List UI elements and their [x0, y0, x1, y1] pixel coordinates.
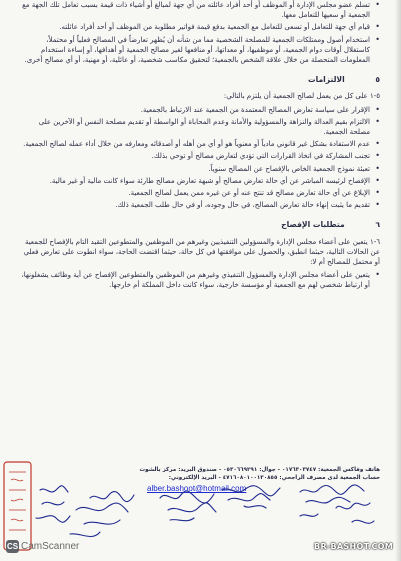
- section-6-paragraph: ٦-١ يتعين على أعضاء مجلس الإدارة والمسؤولين التنفيذيين وغيرهم من الموظفين والمتطوعين التقيد التام بالإفصاح للجمعية عن الحالات التالية، حيثما انطبق، والحصول على موافقتها في كل حالة، حيثما اقتضت الحاجة، سواء انطوت على تعارض فعلي أو محتمل للمصالح أم لا:: [23, 237, 380, 267]
- site-watermark: BR-BASHOT.COM: [314, 542, 393, 551]
- email-link[interactable]: alber.bashoot@hotmail.com: [147, 484, 247, 493]
- section-5-heading: [18, 75, 380, 85]
- top-bullet-3: • استخدام أصول وممتلكات الجمعية للمصلحة الشخصية مما من شأنه أن يُظهر تعارضاً في المصالح فعلياً أو محتملاً، كاستغلال أوقات دوام الجمعية، أو موظفيها، أو معداتها، أو منافعها لغير مصالح الجمعية أو أهدافها، أو إساءة استخدام المعلومات المتحصلة من خلال علاقة الشخص بالجمعية؛ لتحقيق مكاسب شخصية، أو عائلية، أو مهنية، أو أي مصالح أخرى.: [18, 35, 380, 66]
- section-5-bullet-1: • الإقرار على سياسة تعارض المصالح المعتمدة من الجمعية عند الارتباط بالجمعية.: [18, 105, 380, 115]
- section-6-title: متطلبات الإفصاح: [281, 220, 345, 230]
- section-5-bullet-7: • الإبلاغ عن أي حالة تعارض مصالح قد تنتج عنه أو عن غيره ممن يعمل لصالح الجمعية.: [18, 188, 380, 198]
- top-bullet-1: • تسلم عضو مجلس الإدارة أو الموظف أو أحد أفراد عائلته من أي جهة لمبالغ أو أشياء ذات قيمة بسبب تعامل تلك الجهة مع الجمعية أو سعيها للتعامل معها.: [18, 0, 380, 20]
- section-5-bullet-3: • عدم الاستفادة بشكل غير قانوني مادياً أو معنوياً هو أو أي من أهله أو أصدقائه ومعارفه من خلال أداء عمله لصالح الجمعية.: [18, 139, 380, 149]
- section-5-bullet-5: • تعبئة نموذج الجمعية الخاص بالإفصاح عن المصالح سنوياً.: [18, 164, 380, 174]
- section-5-bullet-8: • تقديم ما يثبت إنهاء حالة تعارض المصالح، في حال وجوده، أو في حال طلب الجمعية ذلك.: [18, 200, 380, 210]
- section-5-number: ٥: [375, 75, 380, 85]
- section-6-heading: [18, 220, 380, 230]
- section-5-intro: ٥-١ على كل من يعمل لصالح الجمعية أن يلتزم بالتالي:: [223, 92, 380, 101]
- section-5-bullet-6: • الإفصاح لرئيسه المباشر عن أي حالة تعارض مصالح أو شبهة تعارض مصالح طارئة سواء كانت مالية أو غير مالية.: [18, 176, 380, 186]
- section-5-bullet-2: • الالتزام بقيم العدالة والنزاهة والمسؤولية والأمانة وعدم المحاباة أو الواسطة أو تقديم مصلحة النفس أو الآخرين على مصلحة الجمعية.: [18, 117, 380, 137]
- page-edge-shadow: [395, 0, 401, 561]
- section-6-number: ٦: [375, 220, 380, 230]
- camscanner-logo-icon: CS: [6, 542, 19, 551]
- contact-line-1: هاتف وفاكس الجمعية: ٠١٧٦٣٠٣٧٤٧ - جوال: ٠٥٣٠٦٦٩٢٩١ - صندوق البريد: مركز بالشوت: [139, 467, 380, 473]
- contact-line-2: حساب الجمعية لدى مصرف الراجحي: ٤٧١٦٠٨٠١٠٠١٣٠٨٥٥ - البريد الإلكتروني:: [168, 475, 380, 481]
- camscanner-label: CamScanner: [21, 541, 80, 552]
- contact-footer: [18, 466, 380, 482]
- section-5-title: الالتزامات: [307, 75, 345, 85]
- top-bullet-2: • قيام أي جهة للتعامل أو تسعى للتعامل مع الجمعية بدفع قيمة فواتير مطلوبة من الموظف أو أحد أفراد عائلته.: [18, 22, 380, 32]
- section-5-bullet-4: • تجنب المشاركة في اتخاذ القرارات التي تؤدي لتعارض مصالح أو توحي بذلك.: [18, 151, 380, 161]
- section-6-bullet-1: • يتعين على أعضاء مجلس الإدارة والمسؤول التنفيذي وغيرهم من الموظفين والمتطوعين الإفصاح عن أية وظائف يشغلونها، أو ارتباط شخصي لهم مع الجمعية أو مؤسسة خارجية، سواء كانت داخل المملكة أم خارجها.: [18, 270, 380, 290]
- document-body: [18, 0, 380, 470]
